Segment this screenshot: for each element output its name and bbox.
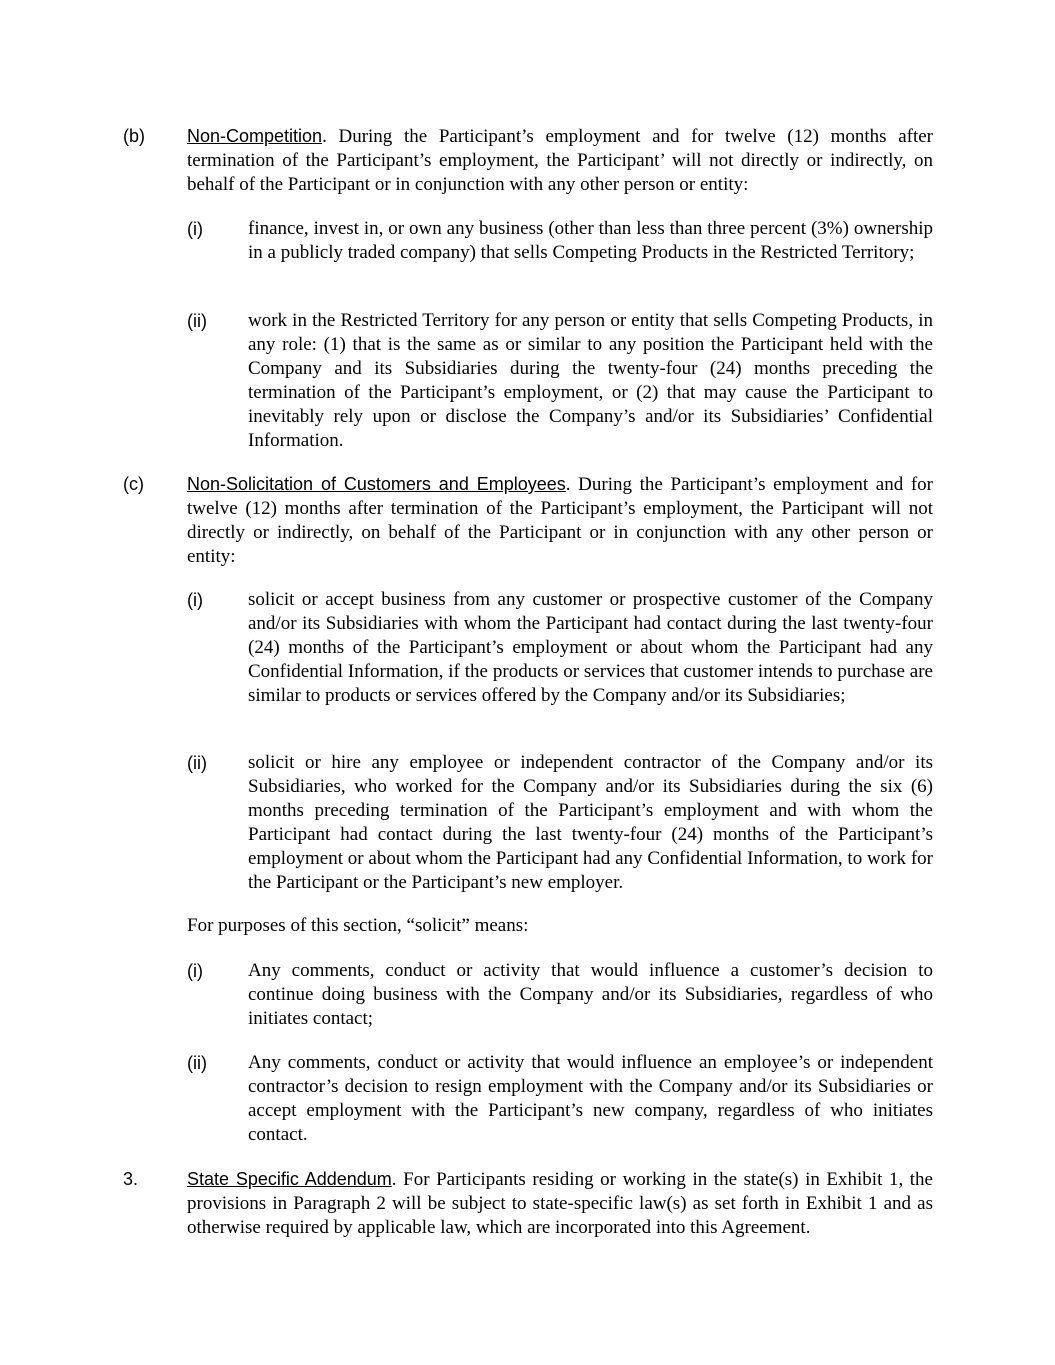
section-b-heading: Non-Competition: [187, 126, 323, 146]
section-b-item-1-marker: (i): [187, 219, 203, 239]
solicit-item-2-text: Any comments, conduct or activity that would influence an employee’s or independent contractor’s decision to resign employment with the Company and/or its Subsidiaries or accept employment with the Participant’s new company, regardless of who initiates contact.: [248, 1052, 933, 1145]
section-3-text: . For Participants residing or working in the state(s) in Exhibit 1, the provisions in Paragraph 2 will be subject to state-specific law(s) as set forth in Exhibit 1 and as otherwise required by applicable law, which are incorporated into this Agreement.: [187, 1169, 933, 1238]
solicit-definition-intro: For purposes of this section, “solicit” means:: [187, 915, 529, 936]
solicit-item-1-marker: (i): [187, 961, 203, 981]
section-b-item-2-marker: (ii): [187, 311, 207, 331]
section-3-heading: State Specific Addendum: [187, 1169, 392, 1189]
section-b-body: [187, 124, 933, 197]
section-b-text: . During the Participant’s employment and for twelve (12) months after termination of the Participant’s employment, the Participant’ will not directly or indirectly, on behalf of the Participant or in conjunction with any other person or entity:: [187, 126, 933, 195]
solicit-item-1-text: Any comments, conduct or activity that would influence a customer’s decision to continue doing business with the Company and/or its Subsidiaries, regardless of who initiates contact;: [248, 960, 933, 1029]
section-c-text: . During the Participant’s employment and for twelve (12) months after termination of the Participant’s employment, the Participant will not directly or indirectly, on behalf of the Participant or in conjunction with any other person or entity:: [187, 474, 933, 567]
section-3-marker: 3.: [123, 1169, 139, 1189]
section-c-item-2-marker: (ii): [187, 753, 207, 773]
section-c-body: [187, 472, 933, 569]
section-c-item-1-marker: (i): [187, 590, 203, 610]
section-c-item-1-text: solicit or accept business from any customer or prospective customer of the Company and/or its Subsidiaries with whom the Participant had contact during the last twenty-four (24) months of the Participant’s employment or about whom the Participant had any Confidential Information, if the products or services that customer intends to purchase are similar to products or services offered by the Company and/or its Subsidiaries;: [248, 589, 933, 706]
section-3-body: [187, 1167, 933, 1240]
section-b-item-1-text: finance, invest in, or own any business (other than less than three percent (3%) ownership in a publicly traded company) that sells Competing Products in the Restricted Territory;: [248, 218, 933, 263]
section-c-marker: (c): [123, 474, 144, 494]
section-b-item-2-text: work in the Restricted Territory for any person or entity that sells Competing Products, in any role: (1) that is the same as or similar to any position the Participant held with the Company and its Subsidiaries during the twenty-four (24) months preceding the termination of the Participant’s employment, or (2) that may cause the Participant to inevitably rely upon or disclose the Company’s and/or its Subsidiaries’ Confidential Information.: [248, 310, 933, 451]
section-c-heading: Non-Solicitation of Customers and Employees: [187, 474, 566, 494]
section-b-marker: (b): [123, 126, 145, 146]
section-c-item-2-text: solicit or hire any employee or independent contractor of the Company and/or its Subsidiaries, who worked for the Company and/or its Subsidiaries during the six (6) months preceding termination of the Participant’s employment and with whom the Participant had contact during the last twenty-four (24) months of the Participant’s employment or about whom the Participant had any Confidential Information, to work for the Participant or the Participant’s new employer.: [248, 752, 933, 893]
solicit-item-2-marker: (ii): [187, 1053, 207, 1073]
